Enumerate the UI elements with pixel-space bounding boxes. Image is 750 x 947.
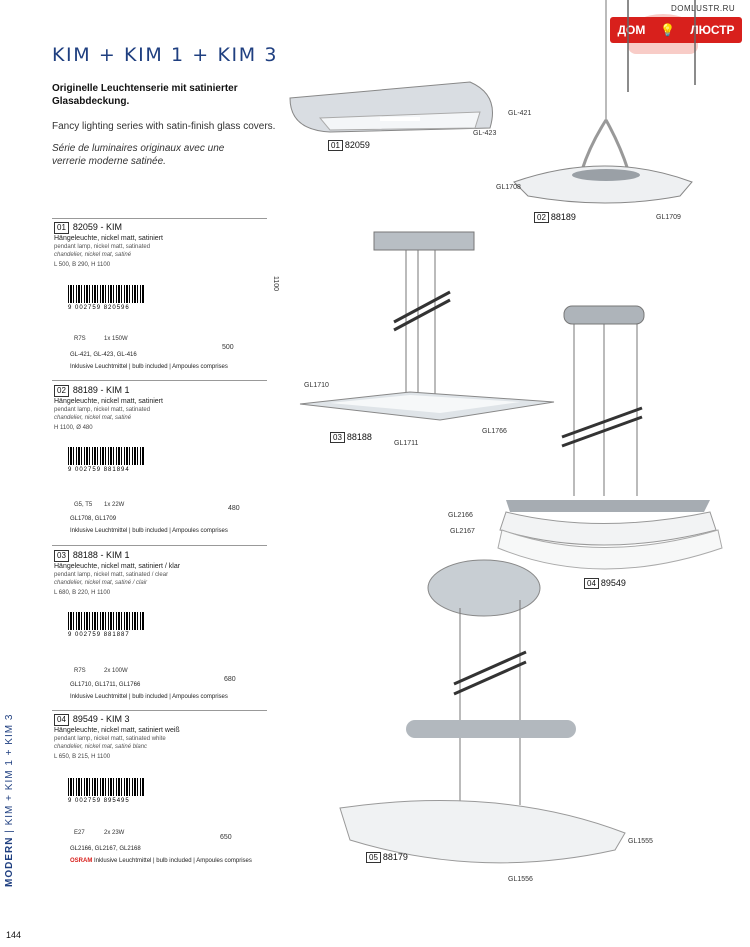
- lamp-82059-illustration: [290, 0, 695, 132]
- bulb-included: Inklusive Leuchtmittel | bulb included | Ampoules comprises: [70, 528, 228, 534]
- glass-label-gl1709: GL1709: [656, 214, 681, 221]
- socket-type: G5, T5: [74, 502, 93, 508]
- intro-english: Fancy lighting series with satin-finish glass covers.: [52, 121, 276, 132]
- bulb-info: 1x 150W: [104, 336, 128, 342]
- entry-separator: [52, 710, 267, 711]
- glass-label-gl1766: GL1766: [482, 428, 507, 435]
- socket-type: R7S: [74, 336, 86, 342]
- barcode-number: 9 002759 820596: [68, 305, 130, 311]
- page-title: KIM + KIM 1 + KIM 3: [52, 44, 279, 66]
- glass-label-gl1555: GL1555: [628, 838, 653, 845]
- barcode-number: 9 002759 881887: [68, 632, 130, 638]
- lamp-88189-illustration: [514, 0, 692, 203]
- side-section-label: MODERN | KIM + KIM 1 + KIM 3: [4, 713, 15, 887]
- lamp-88179-illustration: [340, 560, 625, 863]
- bulb-included: Inklusive Leuchtmittel | bulb included | Ampoules comprises: [70, 694, 228, 700]
- photo-label-89549: 04 89549: [584, 578, 626, 589]
- barcode-number: 9 002759 881894: [68, 467, 130, 473]
- barcode-number: 9 002759 895495: [68, 798, 130, 804]
- entry-88189: 02 88189 - KIM 1 Hängeleuchte, nickel matt, satiniert pendant lamp, nickel matt, satinated chandelier, nickel mat, satiné H 1100, Ø 480: [54, 385, 163, 431]
- glass-label-gl423: GL-423: [473, 130, 497, 137]
- glass-list: GL2166, GL2167, GL2168: [70, 846, 141, 852]
- photo-label-88179: 05 88179: [366, 852, 408, 863]
- glass-list: GL-421, GL-423, GL-416: [70, 352, 137, 358]
- photo-label-88189: 02 88189: [534, 212, 576, 223]
- glass-label-gl421: GL-421: [508, 110, 532, 117]
- logo-left-text: ДОМ: [617, 23, 646, 37]
- entry-89549: 04 89549 - KIM 3 Hängeleuchte, nickel matt, satiniert weiß pendant lamp, nickel matt, satinated white chandelier, nickel mat, satiné blanc L 650, B 215, H 1100: [54, 714, 180, 760]
- bulb-included: Inklusive Leuchtmittel | bulb included | Ampoules comprises: [70, 364, 228, 370]
- socket-type: E27: [74, 830, 85, 836]
- barcode: [68, 285, 144, 303]
- lamp-89549-illustration: [498, 306, 722, 569]
- dimension-width: 480: [228, 505, 240, 512]
- dimension-width: 680: [224, 676, 236, 683]
- dimension-height: 1100: [272, 275, 280, 292]
- entry-separator: [52, 218, 267, 219]
- dimension-width: 650: [220, 834, 232, 841]
- glass-list: GL1708, GL1709: [70, 516, 117, 522]
- intro-french: Série de luminaires originaux avec une verrerie moderne satinée.: [52, 143, 225, 167]
- photo-label-88188: 03 88188: [330, 432, 372, 443]
- barcode: [68, 447, 144, 465]
- entry-82059: 01 82059 - KIM Hängeleuchte, nickel matt, satiniert pendant lamp, nickel matt, satinated chandelier, nickel mat, satiné L 500, B 290, H 1100: [54, 222, 163, 268]
- glass-label-gl1556: GL1556: [508, 876, 533, 883]
- logo-site-text: DOMLUSTR.RU: [671, 4, 736, 13]
- lamp-88188-illustration: [300, 232, 554, 420]
- bulb-included: OSRAM Inklusive Leuchtmittel | bulb included | Ampoules comprises: [70, 858, 252, 864]
- entry-separator: [52, 380, 267, 381]
- bulb-info: 2x 100W: [104, 668, 128, 674]
- entry-88188: 03 88188 - KIM 1 Hängeleuchte, nickel matt, satiniert / klar pendant lamp, nickel matt, satinated / clear chandelier, nickel mat, satiné / clair L 680, B 220, H 1100: [54, 550, 181, 596]
- glass-label-gl2167: GL2167: [450, 528, 475, 535]
- logo-lamp-icon: 💡: [660, 23, 676, 37]
- logo-right-text: ЛЮСТР: [690, 23, 735, 37]
- glass-label-gl1708: GL1708: [496, 184, 521, 191]
- barcode: [68, 612, 144, 630]
- socket-type: R7S: [74, 668, 86, 674]
- photo-label-82059: 01 82059: [328, 140, 370, 151]
- glass-label-gl1711: GL1711: [394, 440, 419, 447]
- entry-separator: [52, 545, 267, 546]
- bulb-info: 2x 23W: [104, 830, 125, 836]
- dimension-width: 500: [222, 344, 234, 351]
- barcode: [68, 778, 144, 796]
- glass-list: GL1710, GL1711, GL1766: [70, 682, 141, 688]
- glass-label-gl2166: GL2166: [448, 512, 473, 519]
- glass-label-gl1710: GL1710: [304, 382, 329, 389]
- bulb-info: 1x 22W: [104, 502, 125, 508]
- page-number: 144: [6, 930, 22, 940]
- intro-german: Originelle Leuchtenserie mit satinierter Glasabdeckung.: [52, 83, 238, 107]
